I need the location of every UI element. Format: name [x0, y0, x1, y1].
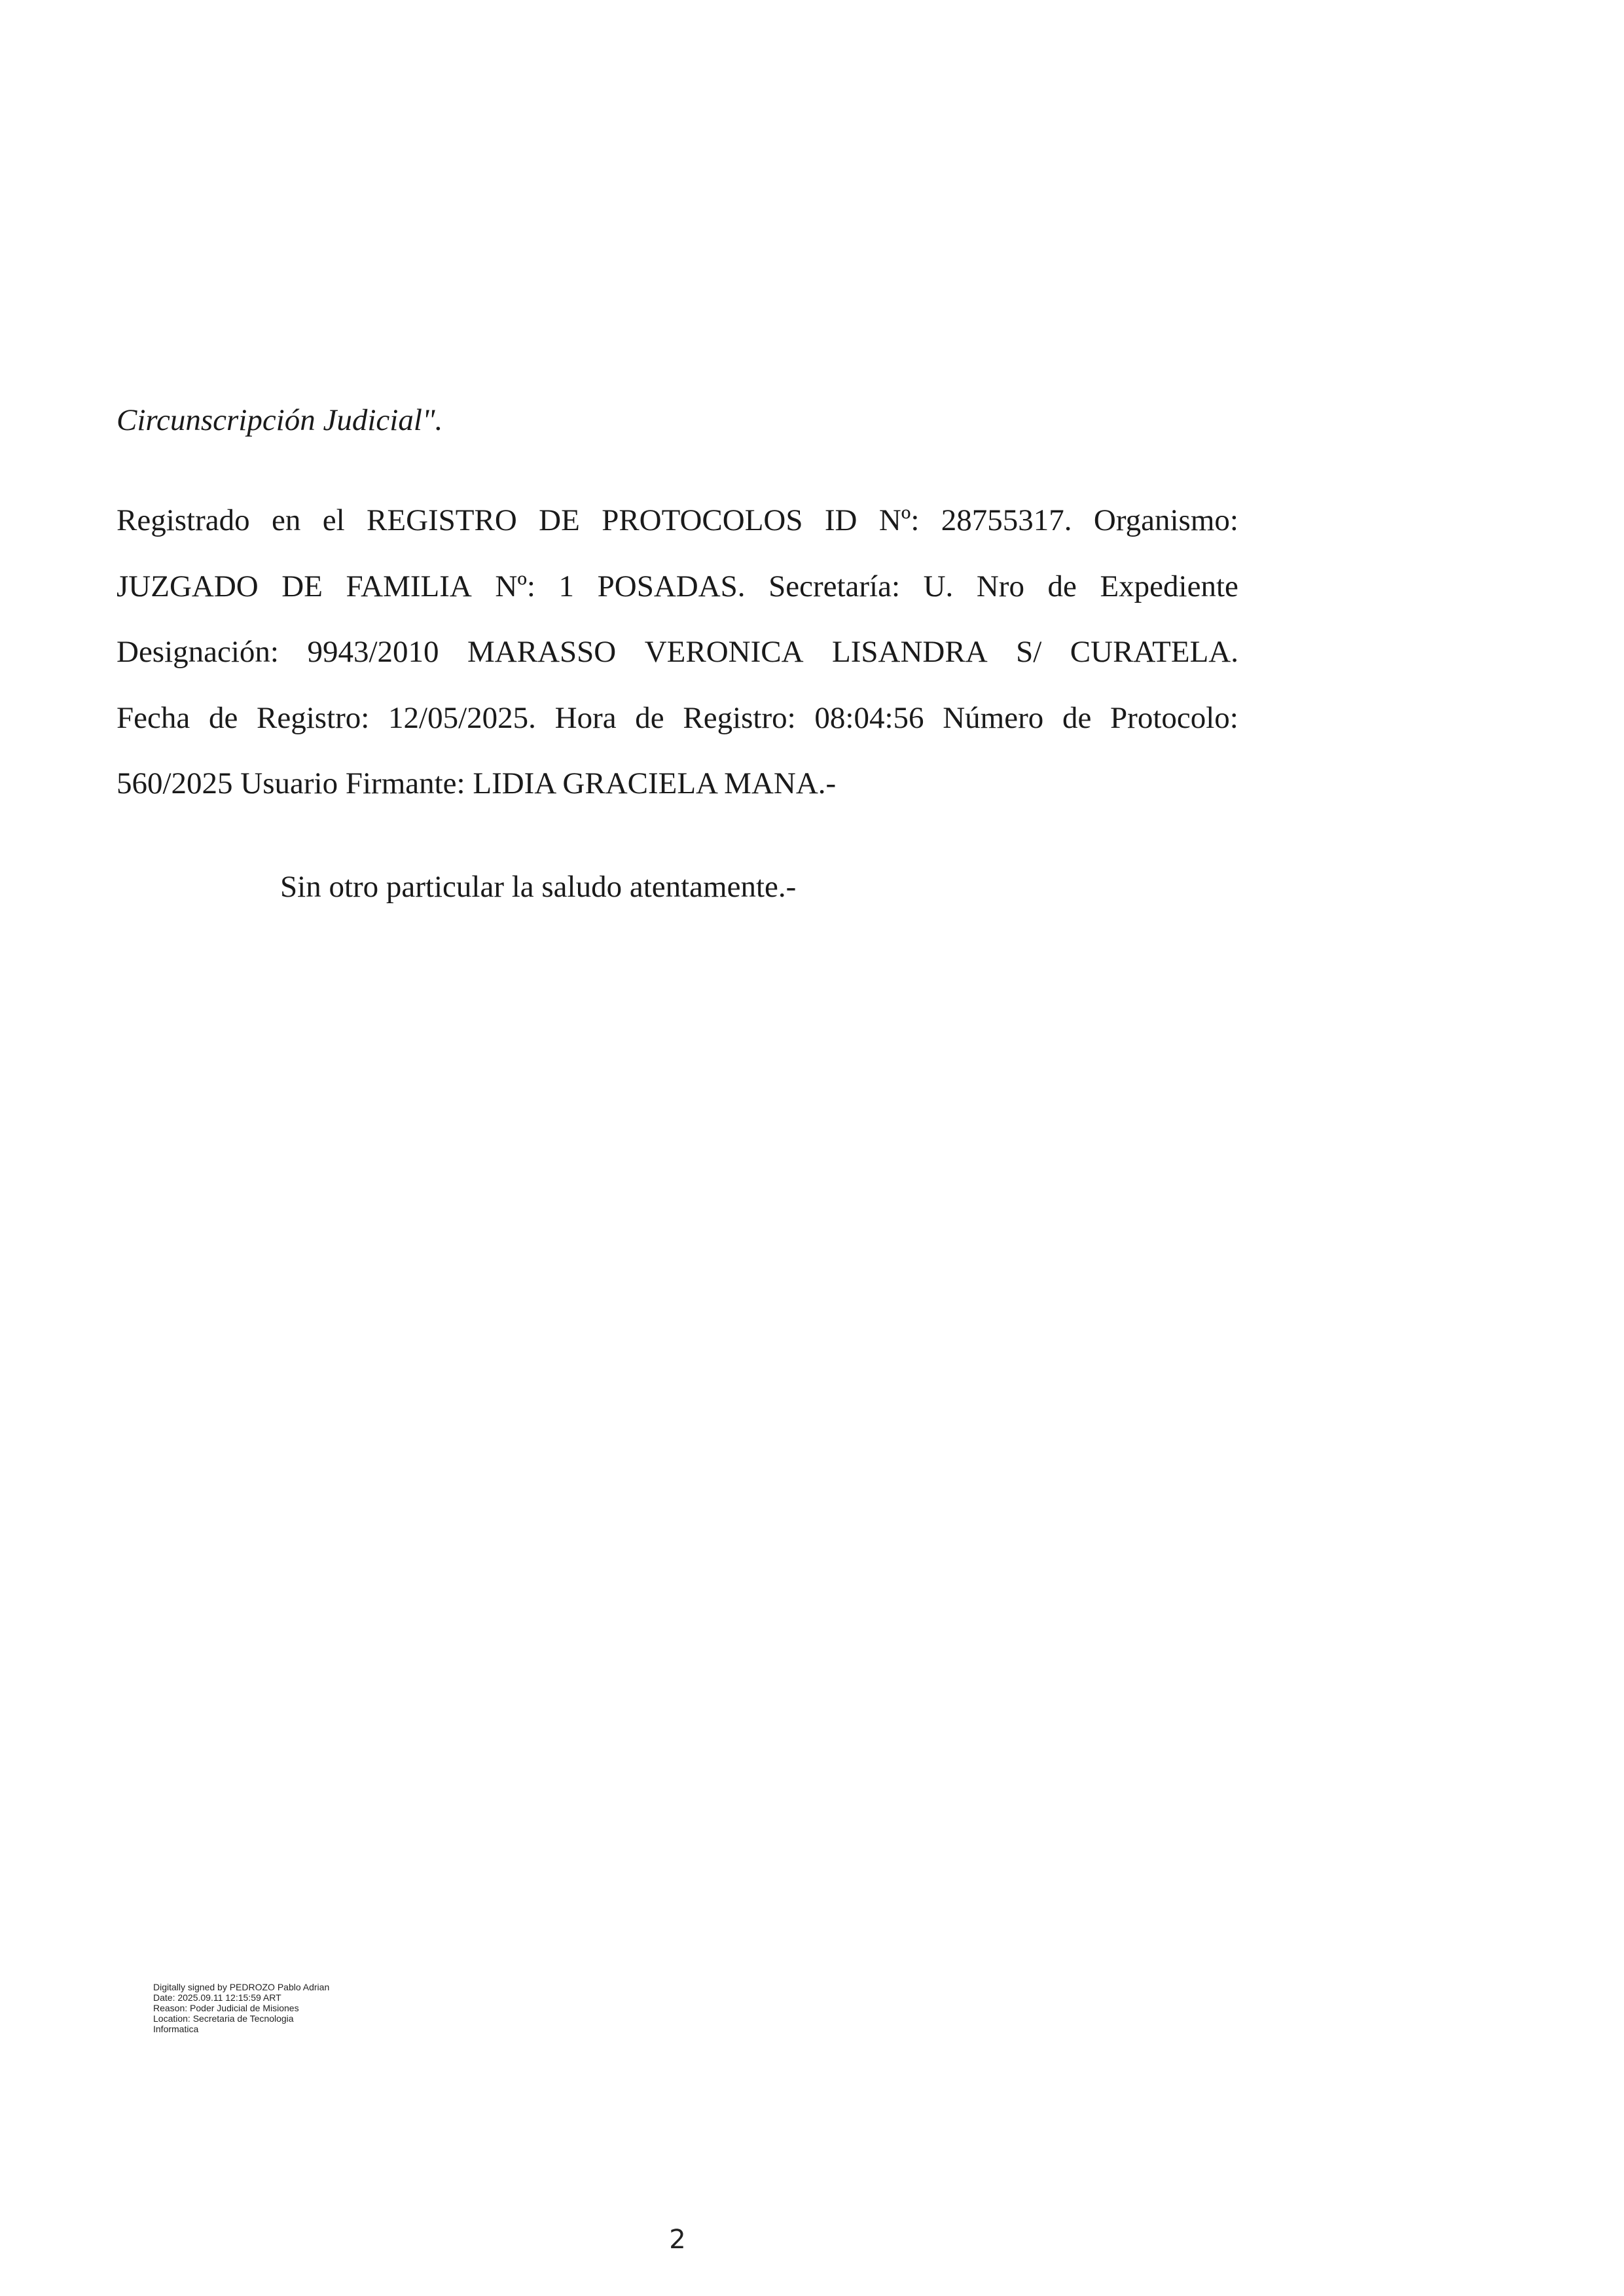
paragraph-word: REGISTRO: [367, 503, 517, 537]
paragraph-word: Fecha: [117, 700, 190, 735]
paragraph-word: Designación:: [117, 635, 279, 669]
paragraph-word: S/: [1016, 635, 1042, 669]
page-number: 2: [669, 2225, 686, 2255]
paragraph-word: 9943/2010: [307, 635, 439, 669]
paragraph-word: POSADAS.: [597, 569, 746, 603]
paragraph-line: [117, 501, 1238, 567]
paragraph-word: de: [635, 700, 664, 735]
paragraph-word: Nº:: [878, 503, 920, 537]
paragraph-word: Hora: [554, 700, 617, 735]
closing-sentence: Sin otro particular la saludo atentamente.-: [280, 870, 797, 904]
paragraph-word: Nro: [976, 569, 1024, 603]
paragraph-word: Número: [943, 700, 1044, 735]
paragraph-word: en: [272, 503, 301, 537]
paragraph-word: el: [322, 503, 345, 537]
paragraph-word: Protocolo:: [1110, 700, 1238, 735]
paragraph-word: de: [1062, 700, 1092, 735]
digital-signature-block: [153, 1982, 329, 2034]
paragraph-word: Registro:: [683, 700, 796, 735]
signature-location-cont: Informatica: [153, 2024, 199, 2034]
paragraph-word: Organismo:: [1093, 503, 1238, 537]
paragraph-word: FAMILIA: [346, 569, 472, 603]
paragraph-word: 1: [558, 569, 575, 603]
paragraph-word: Registrado: [117, 503, 250, 537]
signature-signed-by: Digitally signed by PEDROZO Pablo Adrian: [153, 1982, 330, 1992]
paragraph-word: de: [1047, 569, 1077, 603]
paragraph-word: CURATELA.: [1070, 635, 1238, 669]
paragraph-line-last: 560/2025 Usuario Firmante: LIDIA GRACIELA MANA.-: [117, 766, 837, 800]
paragraph-word: Nº:: [495, 569, 535, 603]
paragraph-word: Registro:: [257, 700, 370, 735]
paragraph-word: U.: [923, 569, 954, 603]
paragraph-word: de: [208, 700, 238, 735]
paragraph-word: JUZGADO: [117, 569, 259, 603]
paragraph-word: Secretaría:: [768, 569, 901, 603]
paragraph-word: Expediente: [1100, 569, 1238, 603]
paragraph-line: [117, 698, 1238, 764]
paragraph-word: PROTOCOLOS: [602, 503, 803, 537]
paragraph-line: [117, 632, 1238, 698]
signature-reason: Reason: Poder Judicial de Misiones: [153, 2003, 299, 2013]
paragraph-line: [117, 567, 1238, 633]
paragraph-word: 28755317.: [941, 503, 1072, 537]
paragraph-word: MARASSO: [467, 635, 617, 669]
paragraph-word: 12/05/2025.: [388, 700, 536, 735]
paragraph-word: 08:04:56: [814, 700, 924, 735]
paragraph-word: DE: [539, 503, 580, 537]
signature-date: Date: 2025.09.11 12:15:59 ART: [153, 1992, 281, 2003]
paragraph-word: ID: [824, 503, 857, 537]
paragraph-word: VERONICA: [644, 635, 804, 669]
registration-paragraph: [117, 501, 1238, 830]
signature-location: Location: Secretaria de Tecnologia: [153, 2013, 294, 2024]
paragraph-word: LISANDRA: [832, 635, 988, 669]
paragraph-word: DE: [281, 569, 323, 603]
continuation-line: Circunscripción Judicial".: [117, 403, 443, 437]
